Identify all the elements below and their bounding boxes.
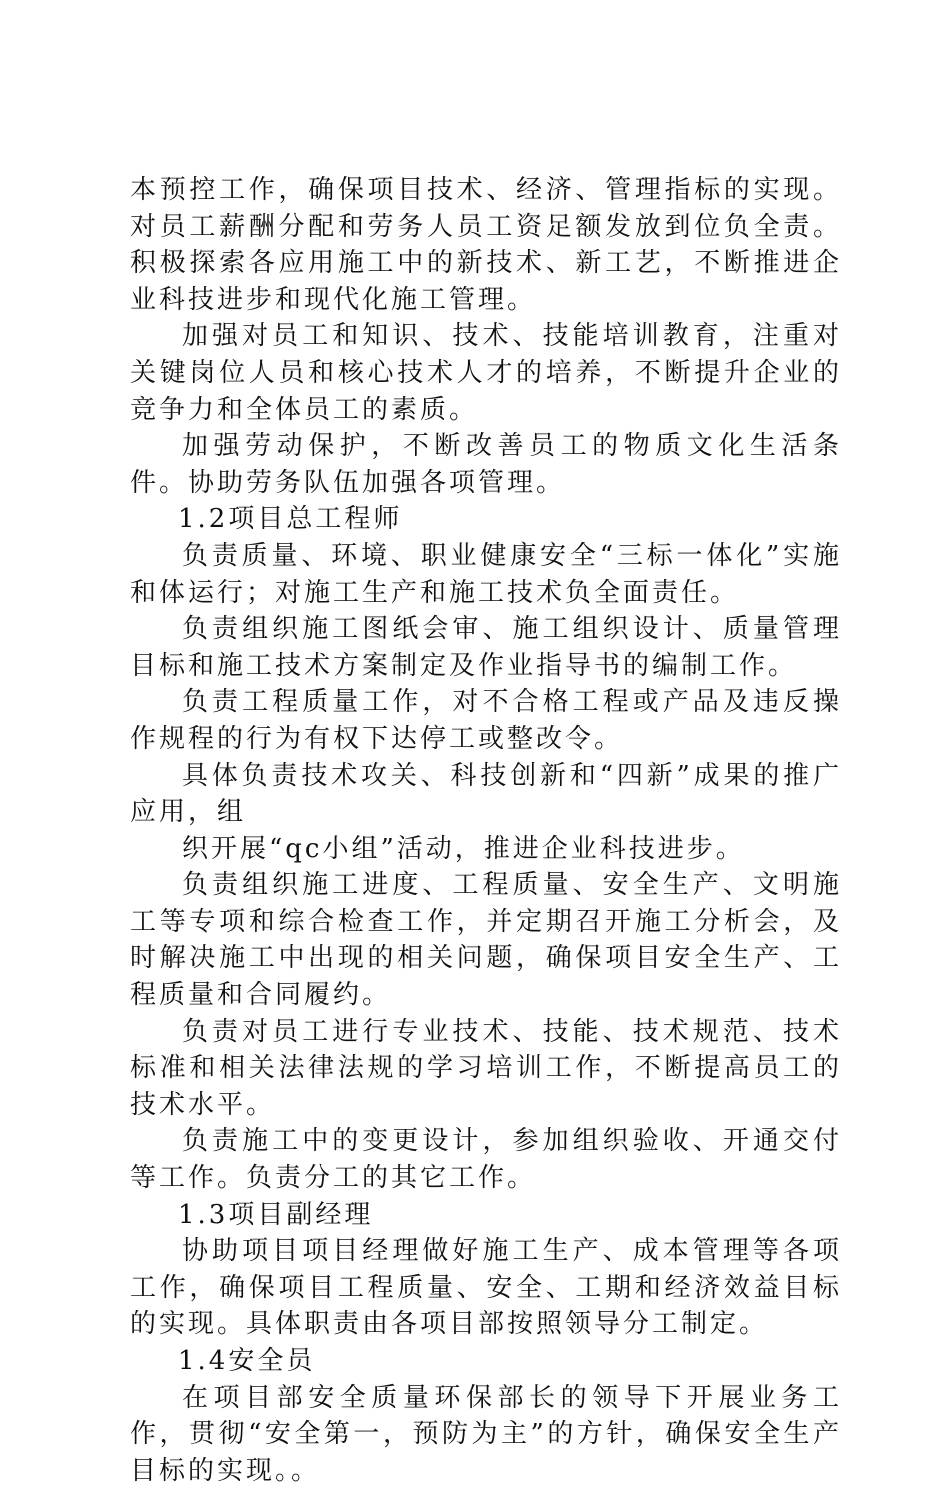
paragraph: 加强对员工和知识、技术、技能培训教育，注重对关键岗位人员和核心技术人才的培养，不断提升企业的竞争力和全体员工的素质。 (130, 321, 842, 425)
paragraph: 负责质量、环境、职业健康安全“三标一体化”实施和体运行；对施工生产和施工技术负全面责任。 (130, 540, 842, 608)
document-body (130, 172, 842, 1489)
section-heading: 1.2项目总工程师 (178, 504, 403, 535)
section-heading: 1.4安全员 (178, 1346, 316, 1376)
paragraph-continued: 本预控工作，确保项目技术、经济、管理指标的实现。对员工薪酬分配和劳务人员工资足额发放到位负全责。积极探索各应用施工中的新技术、新工艺，不断推进企业科技进步和现代化施工管理。 (130, 175, 842, 315)
paragraph: 负责组织施工图纸会审、施工组织设计、质量管理目标和施工技术方案制定及作业指导书的编制工作。 (130, 614, 842, 681)
paragraph: 负责工程质量工作，对不合格工程或产品及违反操作规程的行为有权下达停工或整改令。 (130, 687, 842, 754)
paragraph: 负责对员工进行专业技术、技能、技术规范、技术标准和相关法律法规的学习培训工作，不断提高员工的技术水平。 (130, 1016, 842, 1120)
paragraph: 织开展“qc小组”活动，推进企业科技进步。 (182, 833, 745, 864)
paragraph: 具体负责技术攻关、科技创新和“四新”成果的推广应用，组 (130, 760, 842, 828)
section-heading: 1.3项目副经理 (178, 1199, 374, 1230)
paragraph: 加强劳动保护，不断改善员工的物质文化生活条件。协助劳务队伍加强各项管理。 (130, 431, 842, 498)
paragraph: 负责组织施工进度、工程质量、安全生产、文明施工等专项和综合检查工作，并定期召开施工分析会，及时解决施工中出现的相关问题，确保项目安全生产、工程质量和合同履约。 (130, 870, 842, 1011)
paragraph: 在项目部安全质量环保部长的领导下开展业务工作，贯彻“安全第一，预防为主”的方针，确保安全生产目标的实现。。 (130, 1382, 842, 1486)
paragraph: 协助项目项目经理做好施工生产、成本管理等各项工作，确保项目工程质量、安全、工期和经济效益目标的实现。具体职责由各项目部按照领导分工制定。 (130, 1236, 842, 1340)
paragraph: 负责施工中的变更设计，参加组织验收、开通交付等工作。负责分工的其它工作。 (130, 1126, 842, 1194)
